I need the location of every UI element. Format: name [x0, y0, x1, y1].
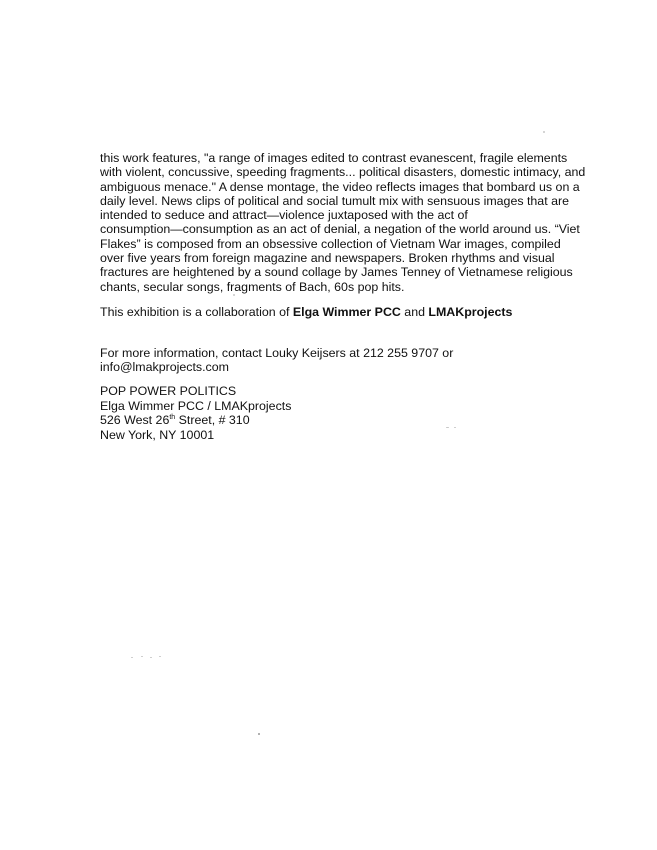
scan-speck: [454, 427, 456, 428]
body-line: chants, secular songs, fragments of Bach, 60s pop hits.: [100, 279, 405, 294]
scan-speck: [159, 656, 161, 657]
contact-info: For more information, contact Louky Keijsers at 212 255 9707 or info@lmakprojects.com: [100, 346, 454, 375]
address-city: New York, NY 10001: [100, 427, 215, 442]
address-title: POP POWER POLITICS: [100, 384, 237, 398]
body-line: ambiguous menace." A dense montage, the video reflects images that bombard us on a: [100, 179, 580, 194]
scan-speck: [131, 657, 133, 658]
scan-speck: [233, 294, 235, 296]
collaboration-statement: [100, 305, 570, 319]
body-line: consumption—consumption as an act of denial, a negation of the world around us. “Viet: [100, 222, 580, 237]
scan-speck: [258, 733, 260, 735]
scan-speck: [446, 427, 449, 428]
collab-and: and: [400, 305, 429, 319]
address-block: [100, 384, 291, 442]
body-line: fractures are heightened by a sound collage by James Tenney of Vietnamese religious: [100, 265, 573, 280]
collab-org-lmakprojects: LMAKprojects: [428, 305, 513, 319]
body-line: intended to seduce and attract—violence juxtaposed with the act of: [100, 208, 468, 223]
body-line: with violent, concussive, speeding fragments... political disasters, domestic intimacy, and: [100, 165, 586, 180]
street-number: 526 West 26: [100, 413, 170, 427]
address-orgs: Elga Wimmer PCC / LMAKprojects: [100, 398, 292, 413]
address-street: [100, 413, 291, 428]
body-line: Flakes” is composed from an obsessive collection of Vietnam War images, compiled: [100, 236, 561, 251]
scan-speck: [543, 131, 545, 133]
street-name: Street, # 310: [175, 413, 250, 427]
body-line: over five years from foreign magazine and newspapers. Broken rhythms and visual: [100, 251, 555, 266]
collab-prefix: This exhibition is a collaboration of: [100, 305, 293, 319]
body-line: this work features, "a range of images edited to contrast evanescent, fragile elements: [100, 151, 568, 165]
street-ordinal: th: [169, 414, 176, 421]
body-paragraph: [100, 151, 586, 294]
scan-speck: [150, 657, 152, 658]
scan-speck: [141, 656, 143, 657]
body-line: daily level. News clips of political and social tumult mix with sensuous images that are: [100, 193, 569, 208]
collab-org-elga-wimmer: Elga Wimmer PCC: [292, 305, 401, 319]
